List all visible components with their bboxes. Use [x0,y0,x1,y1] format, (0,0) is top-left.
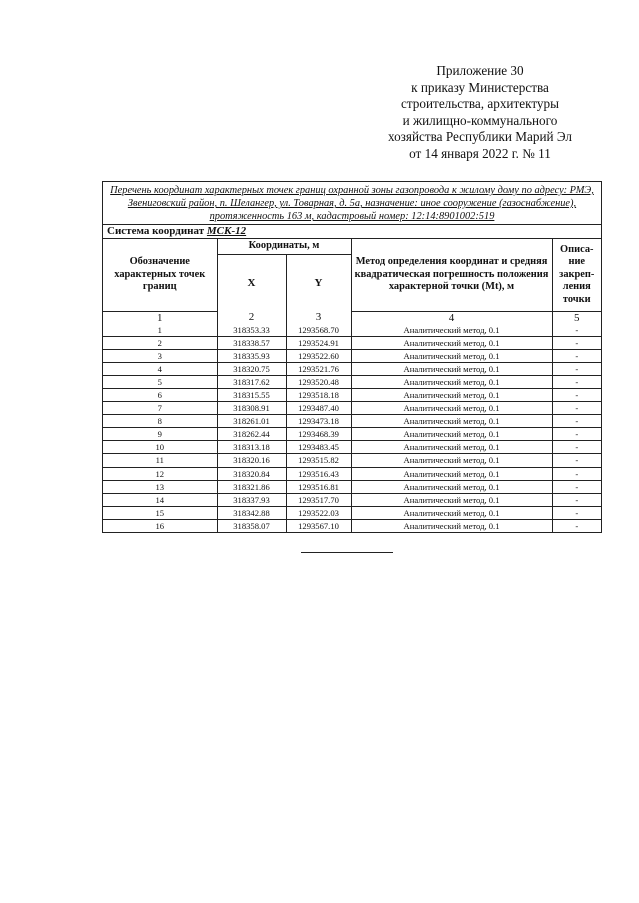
cell-y: 1293524.91 [286,336,351,349]
cell-x: 318358.07 [217,519,286,532]
cell-point: 12 [103,467,217,480]
cell-x: 318261.01 [217,415,286,428]
cell-point: 4 [103,362,217,375]
cell-x: 318321.86 [217,480,286,493]
cell-y: 1293568.70 [286,324,351,337]
cell-desc: - [552,336,601,349]
cell-y: 1293522.03 [286,506,351,519]
cell-y: 1293516.81 [286,480,351,493]
cell-method: Аналитический метод, 0.1 [351,519,552,532]
table-row [103,349,601,362]
table-row [103,375,601,388]
cell-point: 16 [103,519,217,532]
header-line: строительства, архитектуры [401,96,559,112]
document-title: Перечень координат характерных точек границ охранной зоны газопровода к жилому дому по адресу: РМЭ, Звениговский район, п. Шелангер, ул. Товарная, д. 5а, назначение: иное сооружение (газоснабжение), протяженность 163 м, кадастровый номер: 12:14:8901002:519 [103,182,601,225]
cell-point: 6 [103,388,217,401]
column-number: 5 [552,311,601,324]
coordinate-system-value: МСК-12 [206,225,247,237]
column-number: 1 [103,311,217,324]
coordinate-system-label: Система координат [107,225,205,237]
header-line: Приложение 30 [436,63,524,78]
cell-desc: - [552,480,601,493]
cell-desc: - [552,388,601,401]
cell-method: Аналитический метод, 0.1 [351,388,552,401]
cell-x: 318320.84 [217,467,286,480]
cell-y: 1293483.45 [286,441,351,454]
header-point: Обозначение характерных точек границ [103,239,217,311]
cell-method: Аналитический метод, 0.1 [351,480,552,493]
cell-method: Аналитический метод, 0.1 [351,506,552,519]
cell-x: 318338.57 [217,336,286,349]
cell-point: 13 [103,480,217,493]
cell-desc: - [552,519,601,532]
cell-desc: - [552,506,601,519]
table-row [103,519,601,532]
cell-point: 1 [103,324,217,337]
header-y: Y [286,255,351,312]
table-row [103,415,601,428]
cell-x: 318308.91 [217,402,286,415]
table-body [103,324,601,533]
coordinates-document [102,181,602,533]
cell-y: 1293487.40 [286,402,351,415]
cell-desc: - [552,415,601,428]
table-row [103,362,601,375]
cell-x: 318313.18 [217,441,286,454]
header-line: от 14 января 2022 г. № 11 [409,145,551,161]
cell-desc: - [552,402,601,415]
cell-x: 318337.93 [217,493,286,506]
cell-point: 7 [103,402,217,415]
header-line: к приказу Министерства [411,79,549,95]
header-method: Метод определения координат и средняя квадратическая погрешность положения характерной точки (Mt), м [351,239,552,311]
cell-method: Аналитический метод, 0.1 [351,402,552,415]
column-number: 4 [351,311,552,324]
cell-y: 1293515.82 [286,454,351,467]
cell-x: 318353.33 [217,324,286,337]
cell-desc: - [552,467,601,480]
coordinate-system [103,225,601,239]
cell-point: 9 [103,428,217,441]
table-row [103,506,601,519]
cell-desc: - [552,428,601,441]
table-row [103,467,601,480]
column-number-row [103,311,601,324]
cell-x: 318262.44 [217,428,286,441]
cell-desc: - [552,324,601,337]
cell-method: Аналитический метод, 0.1 [351,336,552,349]
cell-method: Аналитический метод, 0.1 [351,467,552,480]
cell-point: 3 [103,349,217,362]
table-row [103,441,601,454]
table-row [103,402,601,415]
cell-x: 318317.62 [217,375,286,388]
cell-y: 1293522.60 [286,349,351,362]
header-line: и жилищно-коммунального [402,112,558,128]
cell-y: 1293520.48 [286,375,351,388]
table-row [103,428,601,441]
cell-x: 318320.75 [217,362,286,375]
cell-method: Аналитический метод, 0.1 [351,375,552,388]
cell-method: Аналитический метод, 0.1 [351,454,552,467]
coordinates-table [103,239,601,532]
header-coords: Координаты, м [217,239,351,255]
cell-point: 15 [103,506,217,519]
cell-point: 2 [103,336,217,349]
header-line: хозяйства Республики Марий Эл [388,129,572,145]
cell-y: 1293473.18 [286,415,351,428]
cell-desc: - [552,493,601,506]
cell-point: 5 [103,375,217,388]
table-row [103,336,601,349]
cell-desc: - [552,375,601,388]
cell-method: Аналитический метод, 0.1 [351,324,552,337]
header-desc: Описа-ние закреп-ления точки [552,239,601,311]
cell-x: 318315.55 [217,388,286,401]
cell-point: 14 [103,493,217,506]
cell-y: 1293518.18 [286,388,351,401]
signature-line [301,552,393,553]
table-row [103,324,601,337]
cell-method: Аналитический метод, 0.1 [351,362,552,375]
document-header [360,63,600,163]
table-row [103,493,601,506]
cell-method: Аналитический метод, 0.1 [351,349,552,362]
cell-desc: - [552,441,601,454]
cell-method: Аналитический метод, 0.1 [351,415,552,428]
cell-y: 1293567.10 [286,519,351,532]
cell-method: Аналитический метод, 0.1 [351,493,552,506]
cell-point: 8 [103,415,217,428]
cell-y: 1293521.76 [286,362,351,375]
table-row [103,454,601,467]
cell-point: 10 [103,441,217,454]
cell-x: 318342.88 [217,506,286,519]
cell-y: 1293517.70 [286,493,351,506]
header-x: X [217,255,286,312]
cell-method: Аналитический метод, 0.1 [351,428,552,441]
column-number: 3 [286,311,351,324]
cell-point: 11 [103,454,217,467]
cell-method: Аналитический метод, 0.1 [351,441,552,454]
cell-x: 318335.93 [217,349,286,362]
cell-desc: - [552,454,601,467]
cell-y: 1293516.43 [286,467,351,480]
cell-desc: - [552,349,601,362]
cell-y: 1293468.39 [286,428,351,441]
column-number: 2 [217,311,286,324]
cell-x: 318320.16 [217,454,286,467]
cell-desc: - [552,362,601,375]
table-row [103,480,601,493]
table-row [103,388,601,401]
